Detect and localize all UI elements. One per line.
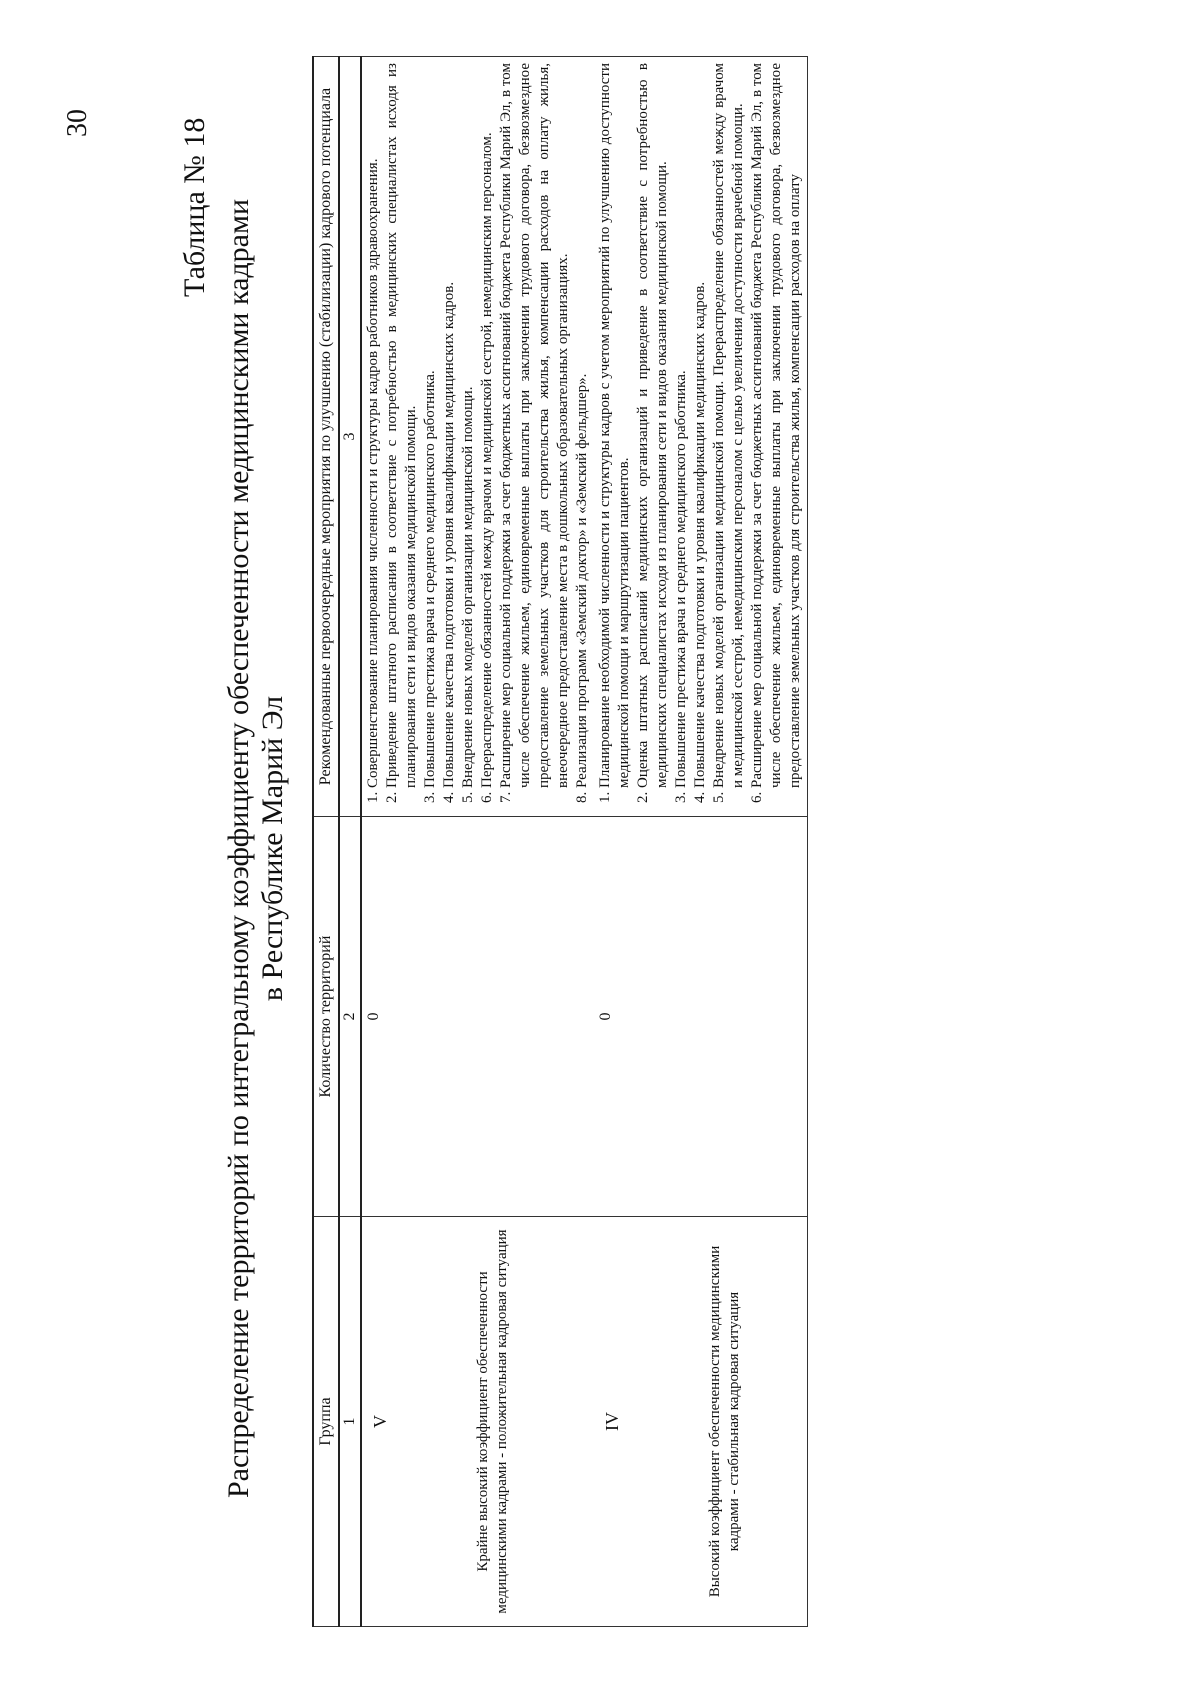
table-row — [594, 57, 808, 1627]
column-number: 2 — [339, 817, 361, 1217]
measure-item: 7. Расширение мер социальной поддержки за счет бюджетных ассигнований бюджета Республики Марий Эл, в том числе обеспечение жильем, единовременные выплаты при заключении трудового договора, безвозмездное предоставление земельных участков для строительства жилья, компенсации расходов на оплату жилья, внеочередное предоставление места в дошкольных образовательных организациях. — [497, 63, 573, 788]
measures-list — [364, 63, 592, 810]
measure-item: 2. Оценка штатных расписаний медицинских организаций и приведение в соответствие с потребностью в медицинских специалистах исходя из планирования сети и видов оказания медицинской помощи. — [634, 63, 672, 788]
column-header-measures: Рекомендованные первоочередные мероприятия по улучшению (стабилизации) кадрового потенциала — [313, 57, 339, 817]
group-description: Высокий коэффициент обеспеченности медицинскими кадрами - стабильная кадровая ситуация — [707, 1245, 742, 1598]
measures-list — [596, 63, 805, 810]
column-number-row — [339, 57, 361, 1627]
group-cell — [361, 1217, 594, 1627]
measures-cell — [361, 57, 594, 817]
group-cell — [594, 1217, 808, 1627]
distribution-table — [312, 56, 808, 1627]
measure-item: 3. Повышение престижа врача и среднего медицинского работника. — [421, 63, 440, 788]
table-title-line2: в Республике Марий Эл — [256, 695, 289, 1002]
page-number: 30 — [62, 109, 93, 137]
table-title: Распределение территорий по интегральному коэффициенту обеспеченности медицинскими кадрами — [222, 198, 255, 1499]
territory-count: 0 — [594, 817, 808, 1217]
measure-item: 3. Повышение престижа врача и среднего медицинского работника. — [672, 63, 691, 788]
measure-item: 5. Внедрение новых моделей организации медицинской помощи. — [459, 63, 478, 788]
measure-item: 1. Совершенствование планирования численности и структуры кадров работников здравоохранения. — [364, 63, 383, 788]
measure-item: 6. Перераспределение обязанностей между врачом и медицинской сестрой, немедицинским персоналом. — [478, 63, 497, 788]
measure-item: 8. Реализация программ «Земский доктор» и «Земский фельдшер». — [573, 63, 592, 788]
column-header-group: Группа — [313, 1217, 339, 1627]
territory-count: 0 — [361, 817, 594, 1217]
measure-item: 6. Расширение мер социальной поддержки за счет бюджетных ассигнований бюджета Республики Марий Эл, в том числе обеспечение жильем, единовременные выплаты при заключении трудового договора, безвозмездное предоставление земельных участков для строительства жилья, компенсации расходов на оплату — [748, 63, 805, 788]
table-header-row — [313, 57, 339, 1627]
measure-item: 1. Планирование необходимой численности и структуры кадров с учетом мероприятий по улучшению доступности медицинской помощи и маршрутизации пациентов. — [596, 63, 634, 788]
column-number: 1 — [339, 1217, 361, 1627]
measure-item: 5. Внедрение новых моделей организации медицинской помощи. Перераспределение обязанностей между врачом и медицинской сестрой, немедицинским персоналом с целью увеличения доступности врачебной помощи. — [710, 63, 748, 788]
measure-item: 2. Приведение штатного расписания в соответствие с потребностью в медицинских специалистах исходя из планирования сети и видов оказания медицинской помощи. — [383, 63, 421, 788]
measures-cell — [594, 57, 808, 817]
column-number: 3 — [339, 57, 361, 817]
group-description: Крайне высокий коэффициент обеспеченности медицинскими кадрами - положительная кадровая ситуация — [475, 1229, 510, 1614]
table-row — [361, 57, 594, 1627]
group-number: V — [370, 1415, 390, 1428]
measure-item: 4. Повышение качества подготовки и уровня квалификации медицинских кадров. — [691, 63, 710, 788]
group-number: IV — [602, 1412, 622, 1431]
table-label: Таблица № 18 — [178, 117, 211, 297]
measure-item: 4. Повышение качества подготовки и уровня квалификации медицинских кадров. — [440, 63, 459, 788]
column-header-count: Количество территорий — [313, 817, 339, 1217]
